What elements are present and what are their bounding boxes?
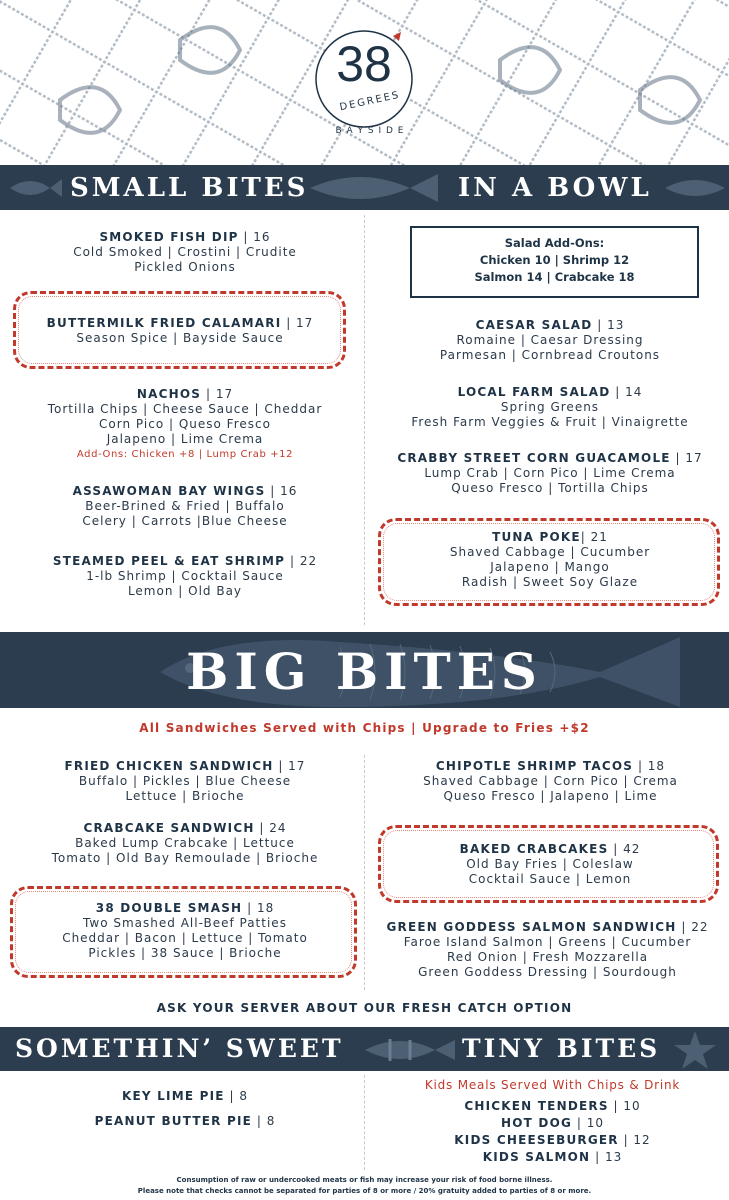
menu-item: BUTTERMILK FRIED CALAMARI | 17 Season Spice | Bayside Sauce [20,316,340,346]
item-addon: Add-Ons: Chicken +8 | Lump Crab +12 [76,449,294,460]
clownfish-icon [355,1031,465,1069]
item-desc: Green Goddess Dressing | Sourdough [418,965,677,979]
item-name: CRABCAKE SANDWICH [83,821,255,835]
menu-item: SMOKED FISH DIP | 16 Cold Smoked | Crostini | Crudite Pickled Onions [20,230,350,275]
item-desc: Jalapeno | Mango [490,560,610,574]
kids-note-text: Kids Meals Served With Chips & Drink [424,1078,681,1092]
logo-number: 38 [336,36,392,92]
menu-item: CAESAR SALAD | 13 Romaine | Caesar Dressing Parmesan | Cornbread Croutons [380,318,720,363]
item-price: 24 [269,821,287,835]
column-divider [364,215,365,625]
menu-item: KIDS SALMON | 13 [482,1150,623,1164]
item-name: LOCAL FARM SALAD [457,385,611,399]
item-desc: Lettuce | Brioche [125,789,245,803]
item-name: CRABBY STREET CORN GUACAMOLE [397,451,671,465]
item-price: 16 [280,484,298,498]
item-desc: Old Bay Fries | Coleslaw [466,857,634,871]
item-desc: Fresh Farm Veggies & Fruit | Vinaigrette [411,415,689,429]
item-name: 38 DOUBLE SMASH [95,901,243,915]
item-name: BUTTERMILK FRIED CALAMARI [46,316,282,330]
menu-item: CRABCAKE SANDWICH | 24 Baked Lump Crabcake | Lettuce Tomato | Old Bay Remoulade | Brioche [5,821,365,866]
item-price: 21 [590,530,608,544]
item-desc: Faroe Island Salmon | Greens | Cucumber [403,935,692,949]
item-desc: Queso Fresco | Tortilla Chips [451,481,649,495]
fresh-catch-note: ASK YOUR SERVER ABOUT OUR FRESH CATCH OPTION [156,1001,573,1015]
item-price: 16 [253,230,271,244]
item-price: 14 [625,385,643,399]
menu-item: CRABBY STREET CORN GUACAMOLE | 17 Lump Crab | Corn Pico | Lime Crema Queso Fresco | Tortilla Chips [380,451,720,496]
item-price: 10 [623,1099,641,1113]
item-name: STEAMED PEEL & EAT SHRIMP [52,554,286,568]
item-price: 17 [296,316,314,330]
item-desc: Parmesan | Cornbread Croutons [439,348,661,362]
item-desc: Cheddar | Bacon | Lettuce | Tomato [62,931,308,945]
salad-addons-line: Chicken 10 | Shrimp 12 [479,253,630,267]
item-desc: Shaved Cabbage | Cucumber [449,545,651,559]
item-name: TUNA POKE [492,530,581,544]
footer-gratuity: Please note that checks cannot be separated for parties of 8 or more / 20% gratuity added to parties of 8 or more. [137,1187,592,1195]
item-desc: Shaved Cabbage | Corn Pico | Crema [423,774,678,788]
item-price: 8 [239,1089,248,1103]
logo-degrees: DEGREES [338,89,402,114]
item-desc: Corn Pico | Queso Fresco [99,417,271,431]
menu-item: STEAMED PEEL & EAT SHRIMP | 22 1-lb Shrimp | Cocktail Sauce Lemon | Old Bay [20,554,350,599]
tiny-bites-heading: TINY BITES [462,1034,661,1063]
item-name: GREEN GODDESS SALMON SANDWICH [386,920,677,934]
kids-note [380,1078,725,1093]
menu-item: ASSAWOMAN BAY WINGS | 16 Beer-Brined & Fried | Buffalo Celery | Carrots |Blue Cheese [20,484,350,529]
item-desc: 1-lb Shrimp | Cocktail Sauce [86,569,284,583]
logo-bayside: B A Y S I D E [335,126,405,136]
item-price: 13 [604,1150,623,1164]
item-name: KIDS CHEESEBURGER [454,1133,619,1147]
item-name: BAKED CRABCAKES [459,842,609,856]
item-name: PEANUT BUTTER PIE [94,1114,253,1128]
item-price: 12 [633,1133,651,1147]
item-name: ASSAWOMAN BAY WINGS [72,484,266,498]
item-price: 8 [266,1114,276,1128]
item-desc: Beer-Brined & Fried | Buffalo [85,499,285,513]
salad-addons-title: Salad Add-Ons: [504,236,605,250]
item-price: 18 [647,759,666,773]
item-name: CAESAR SALAD [475,318,593,332]
banner-small-bites-in-a-bowl [0,165,729,210]
fish-icon [290,169,450,207]
starfish-icon [670,1029,720,1071]
banner-sweet-tiny [0,1027,729,1071]
item-price: 22 [299,554,318,568]
item-name: KIDS SALMON [482,1150,591,1164]
menu-item: TUNA POKE| 21 Shaved Cabbage | Cucumber Jalapeno | Mango Radish | Sweet Soy Glaze [385,530,715,590]
menu-item: HOT DOG | 10 [501,1116,604,1130]
item-price: 17 [685,451,703,465]
item-desc: Romaine | Caesar Dressing [456,333,644,347]
item-desc: Buffalo | Pickles | Blue Cheese [78,774,292,788]
item-desc: Season Spice | Bayside Sauce [76,331,284,345]
banner-big-bites [0,632,729,708]
item-price: 17 [288,759,306,773]
small-bites-heading: SMALL BITES [70,173,309,203]
menu-item: LOCAL FARM SALAD | 14 Spring Greens Fresh Farm Veggies & Fruit | Vinaigrette [380,385,720,430]
menu-item: NACHOS | 17 Tortilla Chips | Cheese Sauce | Cheddar Corn Pico | Queso Fresco Jalapeno | Lime Crema Add-Ons: Chicken +8 | Lump Crab +12 [15,387,355,462]
column-divider [364,1075,365,1170]
salad-addons-box [410,226,699,298]
column-divider [364,755,365,990]
in-a-bowl-heading: IN A BOWL [458,173,652,203]
somethin-sweet-heading: SOMETHIN’ SWEET [15,1034,344,1063]
item-name: KEY LIME PIE [122,1089,225,1103]
salad-addons-line: Salmon 14 | Crabcake 18 [474,270,635,284]
item-desc: Pickled Onions [134,260,236,274]
item-desc: Queso Fresco | Jalapeno | Lime [443,789,658,803]
item-price: 17 [215,387,234,401]
item-desc: Lump Crab | Corn Pico | Lime Crema [424,466,676,480]
menu-item: CHICKEN TENDERS | 10 [464,1099,641,1113]
item-name: HOT DOG [501,1116,573,1130]
item-desc: Pickles | 38 Sauce | Brioche [88,946,282,960]
menu-item: PEANUT BUTTER PIE | 8 [94,1114,276,1128]
item-name: CHICKEN TENDERS [464,1099,609,1113]
item-name: CHIPOTLE SHRIMP TACOS [435,759,634,773]
fish-icon [655,171,729,205]
menu-item: BAKED CRABCAKES | 42 Old Bay Fries | Coleslaw Cocktail Sauce | Lemon [385,842,715,887]
item-price: 42 [623,842,641,856]
menu-item: FRIED CHICKEN SANDWICH | 17 Buffalo | Pickles | Blue Cheese Lettuce | Brioche [10,759,360,804]
item-desc: Radish | Sweet Soy Glaze [461,575,639,589]
menu-item: KIDS CHEESEBURGER | 12 [454,1133,651,1147]
item-desc: Cold Smoked | Crostini | Crudite [73,245,297,259]
item-name: FRIED CHICKEN SANDWICH [64,759,274,773]
menu-item: GREEN GODDESS SALMON SANDWICH | 22 Faroe Island Salmon | Greens | Cucumber Red Onion | Fresh Mozzarella Green Goddess Dressing | Sourdough [370,920,725,980]
item-desc: Two Smashed All-Beef Patties [83,916,287,930]
header-pattern [0,0,729,165]
footer-disclaimer: Consumption of raw or undercooked meats or fish may increase your risk of food borne illness. [176,1176,553,1184]
item-price: 10 [586,1116,604,1130]
item-desc: Jalapeno | Lime Crema [106,432,264,446]
item-name: SMOKED FISH DIP [99,230,239,244]
item-desc: Tomato | Old Bay Remoulade | Brioche [51,851,319,865]
big-bites-heading: BIG BITES [186,642,543,701]
item-price: 18 [256,901,275,915]
item-desc: Lemon | Old Bay [127,584,243,598]
menu-item: KEY LIME PIE | 8 [122,1089,248,1103]
item-desc: Tortilla Chips | Cheese Sauce | Cheddar [47,402,323,416]
item-desc: Celery | Carrots |Blue Cheese [82,514,288,528]
menu-item: 38 DOUBLE SMASH | 18 Two Smashed All-Beef Patties Cheddar | Bacon | Lettuce | Tomato Pickles | 38 Sauce | Brioche [15,901,355,961]
menu-item: CHIPOTLE SHRIMP TACOS | 18 Shaved Cabbage | Corn Pico | Crema Queso Fresco | Jalapeno | Lime [378,759,723,804]
item-desc: Red Onion | Fresh Mozzarella [446,950,649,964]
item-desc: Cocktail Sauce | Lemon [468,872,632,886]
item-desc: Baked Lump Crabcake | Lettuce [75,836,295,850]
fish-icon [8,173,64,203]
item-price: 22 [691,920,709,934]
item-desc: Spring Greens [500,400,600,414]
item-price: 13 [607,318,625,332]
item-name: NACHOS [136,387,202,401]
sandwich-note: All Sandwiches Served with Chips | Upgrade to Fries +$2 [139,721,590,735]
